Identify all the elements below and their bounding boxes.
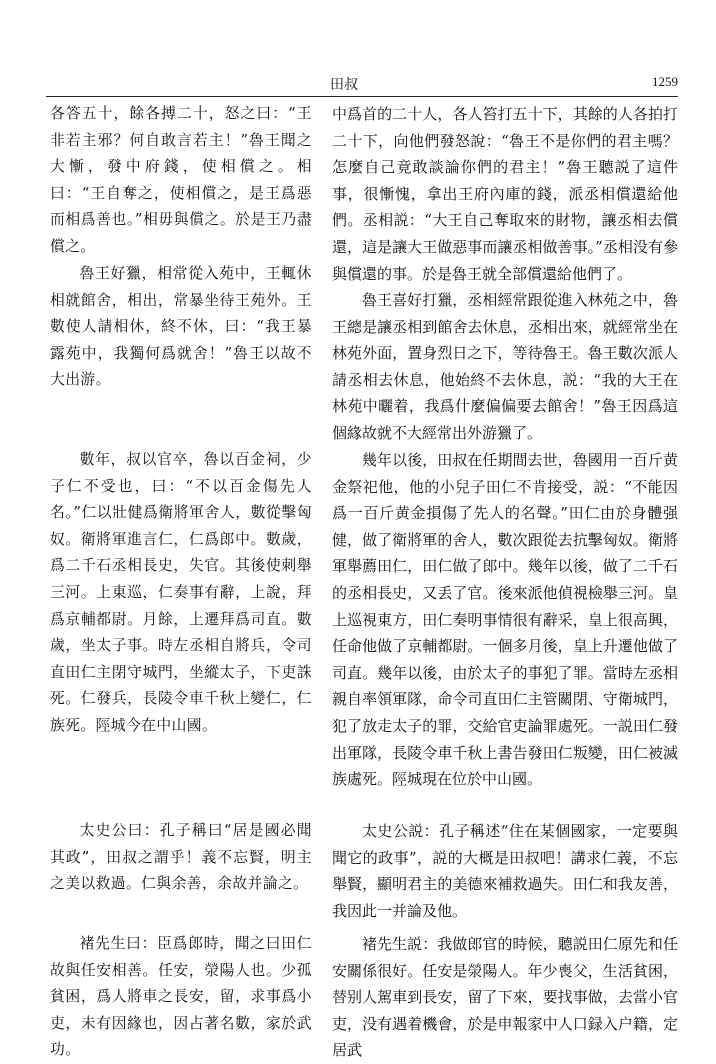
translation-paragraph: 幾年以後，田叔在任期間去世，魯國用一百斤黄金祭祀他，他的小兒子田仁不肯接受，説：“不能因爲一百斤黄金損傷了先人的名聲。”田仁由於身體强健，做了衛將軍的舍人，數次跟從去抗擊匈奴。衛將軍舉薦田仁，田仁做了郎中。幾年以後，做了二千石的丞相長史，又丢了官。後來派他偵視檢舉三河。皇上巡視東方，田仁奏明事情很有辭采，皇上很高興，任命他做了京輔都尉。一個多月後，皇上升遷他做了司直。幾年以後，由於太子的事犯了罪。當時左丞相親自率領軍隊，命令司直田仁主管關閉、守衛城門，犯了放走太子的罪，交給官吏論罪處死。一説田仁發出軍隊，長陵令車千秋上書告發田仁叛變，田仁被滅族處死。陘城現在位於中山國。 (332, 451, 678, 789)
translation-paragraph: 中爲首的二十人，各人笞打五十下，其餘的人各拍打二十下，向他們發怒說：“魯王不是你們的君主嗎？怎麼自己竟敢談論你們的君主！”魯王聽説了這件事，很慚愧，拿出王府內庫的錢，派丞相償還給他們。丞相説：“大王自己奪取來的財物，讓丞相去償還，這是讓大王做惡事而讓丞相做善事。”丞相没有參與償還的事。於是魯王就全部償還給他們了。 (332, 105, 678, 283)
translation-paragraph: 褚先生説：我做郎官的時候，聽説田仁原先和任安關係很好。任安是滎陽人。年少喪父，生活貧困，替别人駕車到長安，留了下來，要找事做，去當小官吏，没有遇着機會，於是申報家中人口録入户籍，定居武 (332, 935, 678, 1060)
classical-paragraph: 數年，叔以官卒，魯以百金祠，少子仁不受也，曰：“不以百金傷先人名。”仁以壯健爲衛將軍舍人，數從擊匈奴。衛將軍進言仁，仁爲郎中。數歲，爲二千石丞相長史，失官。其後使刺舉三河。上東巡，仁奏事有辭，上說，拜爲京輔都尉。月餘，上遷拜爲司直。數歲，坐太子事。時左丞相自將兵，令司直田仁主閉守城門，坐縱太子，下吏誅死。仁發兵，長陵令車千秋上變仁，仁族死。陘城今在中山國。 (50, 451, 312, 734)
translation-paragraph: 太史公説：孔子稱述“住在某個國家，一定要與聞它的政事”，説的大概是田叔吧！講求仁義，不忘舉賢，顯明君主的美德來補救過失。田仁和我友善，我因此一并論及他。 (332, 822, 678, 920)
translation-paragraph: 魯王喜好打獵，丞相經常跟從進入林苑之中，魯王總是讓丞相到館舍去休息，丞相出來，就經常坐在林苑外面，置身烈日之下，等待魯王。魯王數次派人請丞相去休息，他始終不去休息，説：“我的大王在林苑中曬着，我爲什麼偏偏要去館舍！”魯王因爲這個緣故就不大經常出外游獵了。 (332, 291, 678, 442)
classical-paragraph: 褚先生曰：臣爲郎時，聞之曰田仁故與任安相善。任安，滎陽人也。少孤貧困，爲人將車之長安，留，求事爲小吏，未有因緣也，因占著名數，家於武功。 (50, 935, 312, 1059)
classical-paragraph: 魯王好獵，相常從入苑中，王輒休相就館舍，相出，常暴坐待王苑外。王數使人請相休，終不休，曰：“我王暴露苑中，我獨何爲就舍！”魯王以故不大出游。 (50, 265, 312, 389)
classical-paragraph: 太史公曰：孔子稱曰“居是國必聞其政”，田叔之謂乎！義不忘賢，明主之美以救過。仁與余善，余故并論之。 (50, 822, 312, 893)
running-header (46, 74, 678, 97)
page-number: 1259 (652, 74, 678, 89)
classical-paragraph: 各答五十，餘各搏二十，怒之曰：“王非若主邪？何自敢言若主！”魯王聞之大慚，發中府錢，使相償之。相曰：“王自奪之，使相償之，是王爲惡而相爲善也。”相毋與償之。於是王乃盡償之。 (50, 105, 312, 255)
running-title: 田叔 (330, 77, 358, 93)
